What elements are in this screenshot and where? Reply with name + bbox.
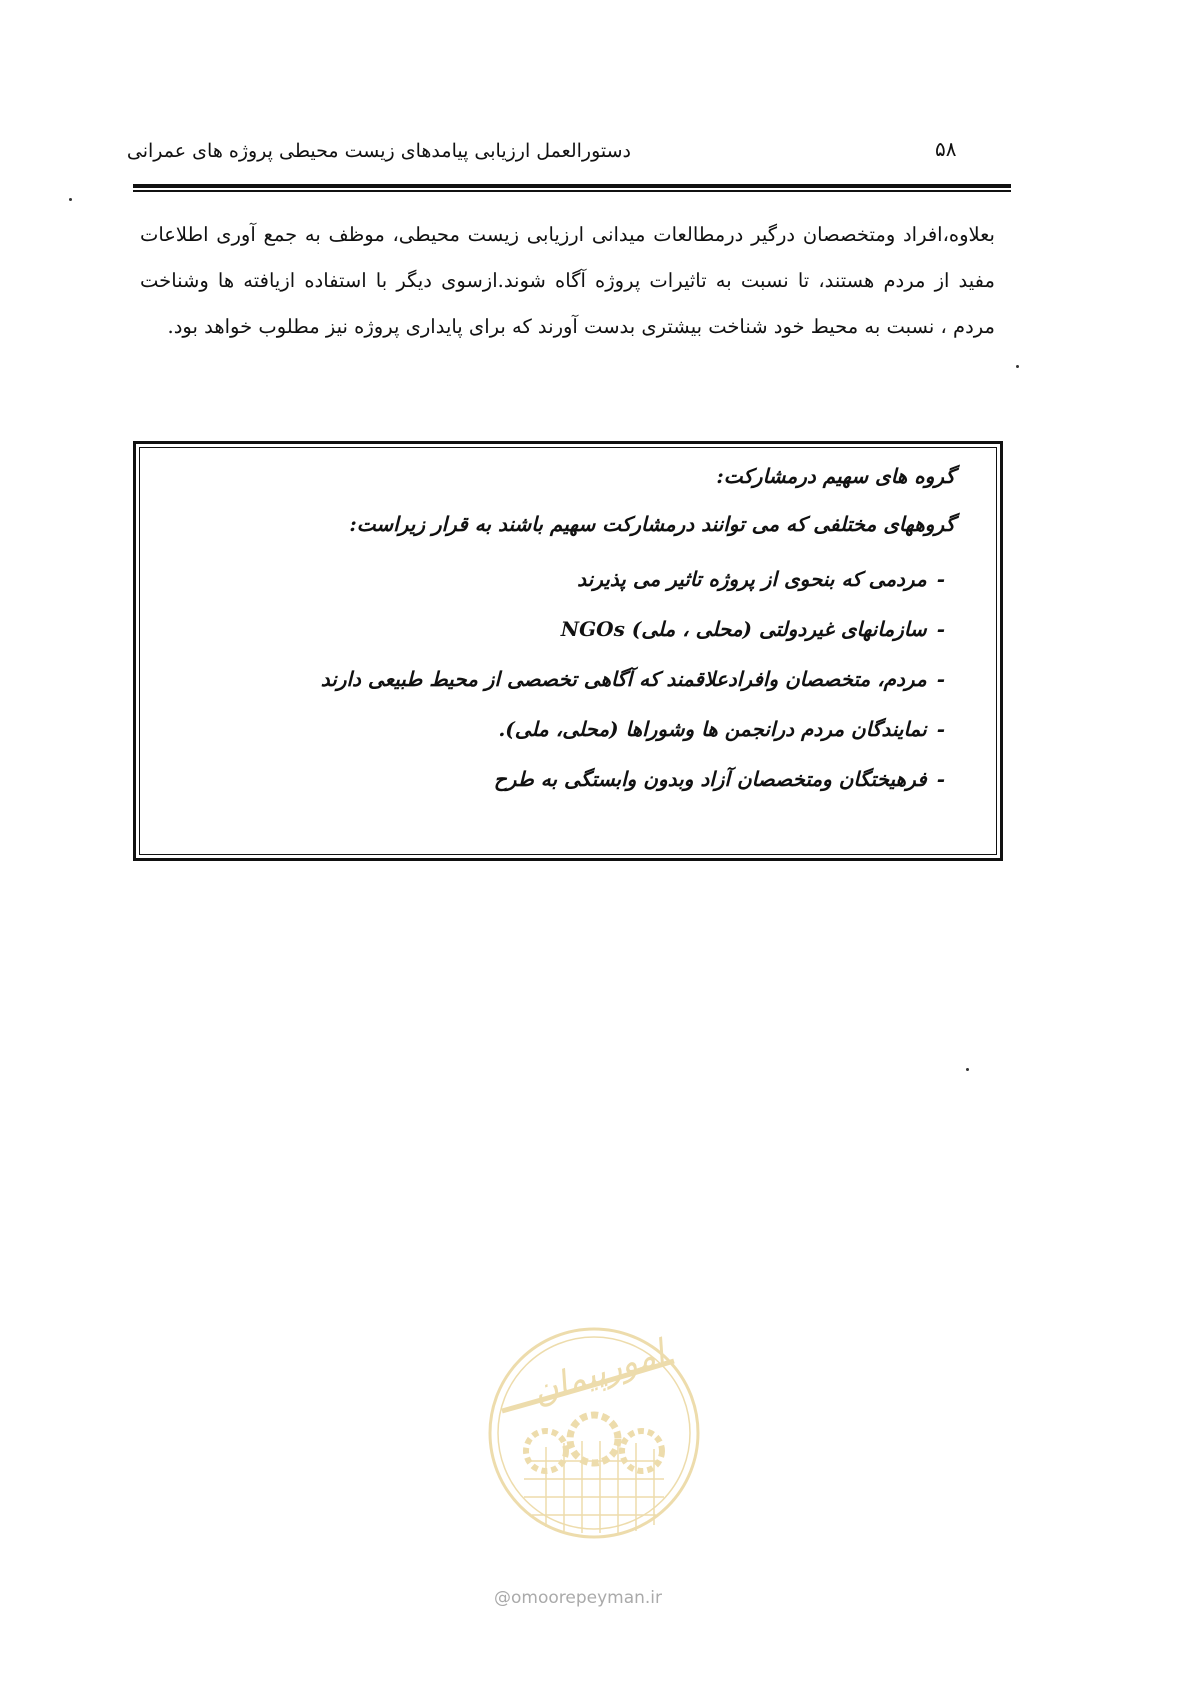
body-paragraph: بعلاوه،افراد ومتخصصان درگیر درمطالعات میدانی ارزیابی زیست محیطی، موظف به جمع آوری اطلاعات مفید از مردم هستند، تا نسبت به تاثیرات پروژه آگاه شوند.ازسوی دیگر با استفاده ازیافته ها وشناخت مردم ، نسبت به محیط خود شناخت بیشتری بدست آورند که برای پایداری پروژه نیز مطلوب خواهد بود.	[140, 223, 995, 338]
list-item-text: مردمی که بنحوی از پروژه تاثیر می پذیرند	[577, 567, 927, 591]
list-item	[150, 554, 945, 604]
dash-marker: -	[936, 567, 945, 591]
stray-dot	[69, 198, 72, 201]
dash-marker: -	[936, 667, 945, 691]
dash-marker: -	[936, 717, 945, 741]
stray-dot	[1016, 365, 1019, 368]
header-rule-thin	[133, 190, 1011, 192]
list-item-text: نمایندگان مردم درانجمن ها وشوراها (محلی، ملی).	[498, 717, 927, 741]
list-item	[150, 654, 945, 704]
list-item-text: مردم، متخصصان وافرادعلاقمند که آگاهی تخصصی از محیط طبیعی دارند	[320, 667, 927, 691]
stakeholder-list	[150, 554, 955, 804]
watermark-url: @omoorepeyman.ir	[494, 1588, 663, 1608]
box-intro: گروههای مختلفی که می توانند درمشارکت سهیم باشند به قرار زیراست:	[349, 512, 955, 536]
gear-icon	[622, 1431, 662, 1471]
header-rule-thick	[133, 184, 1011, 188]
dash-marker: -	[936, 617, 945, 641]
participation-box	[150, 458, 955, 804]
list-item	[150, 604, 945, 654]
box-heading: گروه های سهیم درمشارکت:	[716, 464, 955, 488]
dash-marker: -	[936, 767, 945, 791]
list-item-text: فرهیختگان ومتخصصان آزاد وبدون وابستگی به طرح	[493, 767, 927, 791]
watermark-logo	[484, 1321, 704, 1561]
list-item	[150, 704, 945, 754]
stray-dot	[966, 1068, 969, 1071]
list-item-text: سازمانهای غیردولتی (محلی ، ملی) NGOs	[560, 617, 927, 641]
page-header-title: دستورالعمل ارزیابی پیامدهای زیست محیطی پروژه های عمرانی	[126, 140, 631, 162]
list-item	[150, 754, 945, 804]
page-number: ۵۸	[935, 137, 957, 161]
gear-icon	[570, 1415, 618, 1463]
grid-icon	[524, 1441, 664, 1533]
logo-text: امورپیمان	[527, 1332, 670, 1413]
